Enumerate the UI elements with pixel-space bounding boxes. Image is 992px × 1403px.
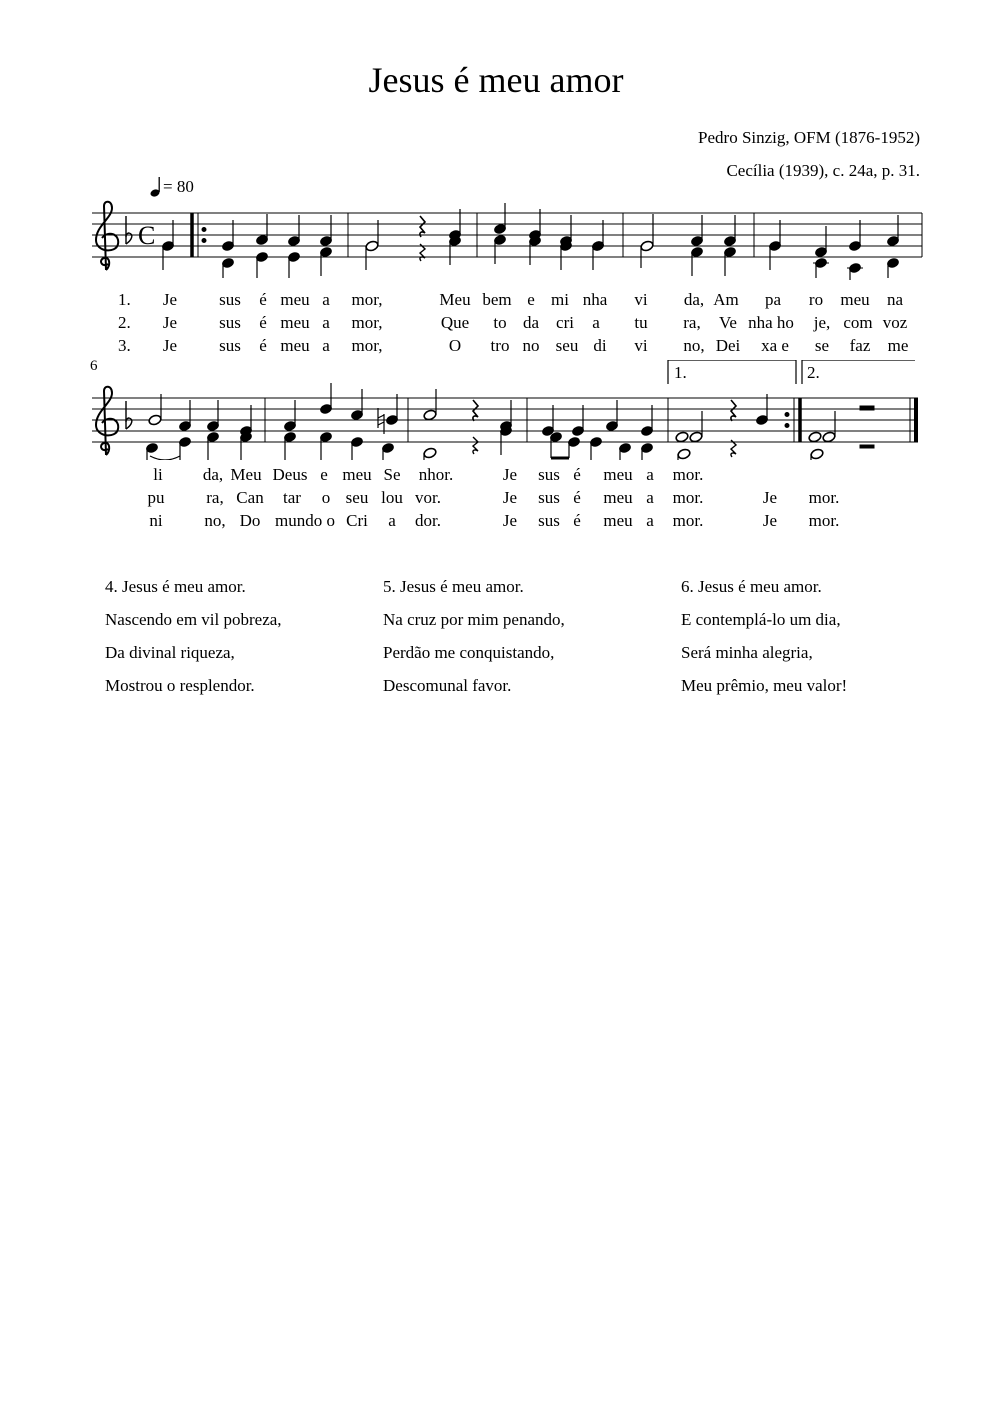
lyric-syllable: lou bbox=[381, 488, 403, 507]
lyric-syllable: a bbox=[322, 313, 330, 332]
lyric-syllable: e bbox=[320, 465, 328, 484]
lyric-syllable: Do bbox=[239, 511, 261, 530]
quarter-rest-icon bbox=[731, 440, 736, 457]
lyric-syllable: seu bbox=[555, 336, 579, 355]
verse-line: 4. Jesus é meu amor. bbox=[105, 577, 246, 596]
lyric-syllable: no, bbox=[683, 336, 705, 355]
lyric-syllable: Je bbox=[502, 511, 518, 530]
source-citation: Cecília (1939), c. 24a, p. 31. bbox=[726, 161, 920, 180]
lyric-syllable: mor, bbox=[351, 313, 383, 332]
lyric-syllable: bem bbox=[482, 290, 512, 309]
lyric-row-verse-1 bbox=[0, 290, 992, 310]
measure-number: 6 bbox=[90, 358, 98, 374]
quarter-rest-icon bbox=[473, 400, 478, 421]
lyric-syllable: Can bbox=[236, 488, 264, 507]
measure-4 bbox=[640, 214, 737, 276]
lyric-row-verse-3-system-2 bbox=[0, 511, 992, 531]
lyric-syllable: xa e bbox=[761, 336, 789, 355]
staff-system-1 bbox=[0, 200, 992, 280]
lyric-syllable: Ve bbox=[719, 313, 737, 332]
lyric-syllable: a bbox=[646, 488, 654, 507]
verse-number: 3. bbox=[118, 336, 131, 355]
verse-number: 2. bbox=[118, 313, 131, 332]
lyric-syllable: mi bbox=[551, 290, 569, 309]
lyric-syllable: pu bbox=[147, 488, 165, 507]
common-time-icon: C bbox=[138, 221, 156, 250]
lyric-syllable: a bbox=[388, 511, 396, 530]
lyric-syllable: mor, bbox=[351, 336, 383, 355]
lyric-syllable: no bbox=[522, 336, 540, 355]
lyric-syllable: mor. bbox=[672, 511, 704, 530]
verse-line: E contemplá-lo um dia, bbox=[681, 610, 841, 629]
lyric-syllable: meu bbox=[603, 465, 633, 484]
lyric-syllable: me bbox=[887, 336, 909, 355]
lyric-syllable: sus bbox=[219, 290, 241, 309]
lyric-syllable: vor. bbox=[415, 488, 441, 507]
lyric-row-verse-1-system-2 bbox=[0, 465, 992, 485]
lyric-syllable: Je bbox=[502, 465, 518, 484]
lyric-syllable: di bbox=[593, 336, 607, 355]
verse-line: 5. Jesus é meu amor. bbox=[383, 577, 524, 596]
lyric-syllable: no, bbox=[204, 511, 226, 530]
first-ending-label: 1. bbox=[674, 363, 687, 382]
lyric-syllable: da bbox=[522, 313, 540, 332]
lyric-syllable: o bbox=[321, 488, 331, 507]
tempo-value: = 80 bbox=[163, 177, 194, 196]
lyric-syllable: pa bbox=[764, 290, 782, 309]
verse-line: Perdão me conquistando, bbox=[383, 643, 555, 662]
lyric-syllable: seu bbox=[345, 488, 369, 507]
lyric-syllable: sus bbox=[538, 511, 560, 530]
lyric-syllable: é bbox=[573, 511, 581, 530]
flat-icon bbox=[126, 216, 132, 244]
lyric-syllable: dor. bbox=[415, 511, 441, 530]
measure-2 bbox=[365, 209, 462, 270]
measure-10-first-ending bbox=[675, 394, 769, 460]
quarter-rest-icon bbox=[473, 437, 478, 454]
lyric-syllable: da, bbox=[202, 465, 224, 484]
lyric-syllable: ni bbox=[149, 511, 163, 530]
lyric-syllable: vi bbox=[634, 336, 648, 355]
lyric-syllable: cri bbox=[556, 313, 574, 332]
measure-0 bbox=[161, 220, 174, 270]
staff-system-2 bbox=[0, 360, 992, 460]
verse-4 bbox=[105, 570, 282, 702]
lyric-syllable: sus bbox=[538, 465, 560, 484]
lyric-syllable: nha ho bbox=[748, 313, 794, 332]
tempo-marking bbox=[150, 176, 194, 198]
lyric-syllable: mor. bbox=[672, 465, 704, 484]
staff-system-2-notation bbox=[0, 360, 992, 460]
lyric-syllable: meu bbox=[280, 313, 310, 332]
lyric-syllable: e bbox=[527, 290, 535, 309]
measure-5 bbox=[768, 215, 899, 280]
lyric-syllable: sus bbox=[219, 313, 241, 332]
verse-number: 1. bbox=[118, 290, 131, 309]
verse-5 bbox=[383, 570, 565, 702]
half-rest-icon bbox=[860, 445, 874, 448]
lyric-syllable: Je bbox=[762, 488, 778, 507]
lyric-syllable: Je bbox=[162, 313, 178, 332]
lyric-syllable: é bbox=[259, 290, 267, 309]
lyric-syllable: é bbox=[573, 465, 581, 484]
lyric-syllable: mor. bbox=[672, 488, 704, 507]
lyric-syllable: a bbox=[646, 511, 654, 530]
lyric-syllable: é bbox=[259, 313, 267, 332]
lyric-syllable: Meu bbox=[230, 465, 262, 484]
lyric-row-verse-2-system-2 bbox=[0, 488, 992, 508]
lyric-syllable: tro bbox=[490, 336, 510, 355]
lyric-syllable: é bbox=[573, 488, 581, 507]
lyric-syllable: sus bbox=[219, 336, 241, 355]
volta-brackets bbox=[668, 360, 915, 384]
lyric-syllable: é bbox=[259, 336, 267, 355]
lyric-syllable: na bbox=[886, 290, 904, 309]
verse-line: Na cruz por mim penando, bbox=[383, 610, 565, 629]
lyric-syllable: com bbox=[843, 313, 873, 332]
measure-8 bbox=[423, 389, 513, 460]
verse-line: Da divinal riqueza, bbox=[105, 643, 235, 662]
flat-icon bbox=[126, 401, 132, 429]
measure-6 bbox=[145, 394, 252, 460]
lyric-syllable: ro bbox=[808, 290, 824, 309]
lyric-syllable: meu bbox=[840, 290, 870, 309]
verse-line: Será minha alegria, bbox=[681, 643, 813, 662]
lyric-syllable: meu bbox=[603, 488, 633, 507]
lyric-syllable: meu bbox=[280, 336, 310, 355]
lyric-syllable: a bbox=[322, 336, 330, 355]
lyric-syllable: meu bbox=[280, 290, 310, 309]
lyric-syllable: Je bbox=[162, 336, 178, 355]
lyric-syllable: a bbox=[322, 290, 330, 309]
quarter-rest-icon bbox=[731, 400, 736, 421]
lyric-syllable: meu bbox=[603, 511, 633, 530]
lyric-syllable: Cri bbox=[346, 511, 368, 530]
lyric-row-verse-2 bbox=[0, 313, 992, 333]
lyric-syllable: mor. bbox=[808, 488, 840, 507]
half-rest-icon bbox=[860, 406, 874, 410]
lyric-syllable: tar bbox=[283, 488, 301, 507]
second-ending-label: 2. bbox=[807, 363, 820, 382]
lyric-syllable: mor. bbox=[808, 511, 840, 530]
composer-credit: Pedro Sinzig, OFM (1876-1952) bbox=[698, 128, 920, 147]
measure-11-second-ending bbox=[808, 406, 874, 460]
lyric-syllable: vi bbox=[634, 290, 648, 309]
staff-system-1-notation bbox=[0, 200, 992, 280]
verse-line: Descomunal favor. bbox=[383, 676, 512, 695]
lyric-syllable: je, bbox=[813, 313, 831, 332]
lyric-syllable: meu bbox=[342, 465, 372, 484]
measure-7 bbox=[283, 383, 398, 460]
verse-line: Meu prêmio, meu valor! bbox=[681, 676, 848, 695]
lyric-syllable: Je bbox=[502, 488, 518, 507]
lyric-syllable: mor, bbox=[351, 290, 383, 309]
quarter-rest-icon bbox=[420, 216, 425, 237]
lyric-syllable: Que bbox=[440, 313, 470, 332]
lyric-syllable: da, bbox=[683, 290, 705, 309]
natural-icon bbox=[378, 408, 384, 434]
lyric-syllable: to bbox=[493, 313, 507, 332]
lyric-syllable: nha bbox=[582, 290, 608, 309]
lyric-syllable: O bbox=[448, 336, 462, 355]
verse-6 bbox=[681, 570, 847, 702]
quarter-note-icon bbox=[150, 176, 163, 198]
lyric-syllable: tu bbox=[634, 313, 648, 332]
lyric-syllable: Je bbox=[762, 511, 778, 530]
song-title: Jesus é meu amor bbox=[368, 60, 624, 100]
lyric-syllable: a bbox=[592, 313, 600, 332]
lyric-syllable: faz bbox=[849, 336, 871, 355]
lyric-syllable: a bbox=[646, 465, 654, 484]
tie-icon bbox=[150, 456, 180, 460]
lyric-syllable: ra, bbox=[206, 488, 224, 507]
quarter-rest-icon bbox=[420, 244, 425, 261]
lyric-syllable: nhor. bbox=[418, 465, 454, 484]
lyric-syllable: sus bbox=[538, 488, 560, 507]
lyric-syllable: Am bbox=[713, 290, 739, 309]
lyric-syllable: Je bbox=[162, 290, 178, 309]
lyric-syllable: Deus bbox=[272, 465, 308, 484]
verse-line: Nascendo em vil pobreza, bbox=[105, 610, 282, 629]
lyric-syllable: ra, bbox=[683, 313, 701, 332]
lyric-syllable: Se bbox=[383, 465, 401, 484]
lyric-syllable: Dei bbox=[715, 336, 741, 355]
treble-clef-icon bbox=[96, 387, 118, 455]
lyric-syllable: mundo o bbox=[275, 511, 335, 530]
lyric-syllable: Meu bbox=[439, 290, 471, 309]
lyric-syllable: se bbox=[814, 336, 830, 355]
lyric-row-verse-3 bbox=[0, 336, 992, 356]
verse-line: 6. Jesus é meu amor. bbox=[681, 577, 822, 596]
lyric-syllable: li bbox=[153, 465, 163, 484]
lyric-syllable: voz bbox=[882, 313, 908, 332]
treble-clef-icon bbox=[96, 202, 118, 270]
verse-line: Mostrou o resplendor. bbox=[105, 676, 255, 695]
